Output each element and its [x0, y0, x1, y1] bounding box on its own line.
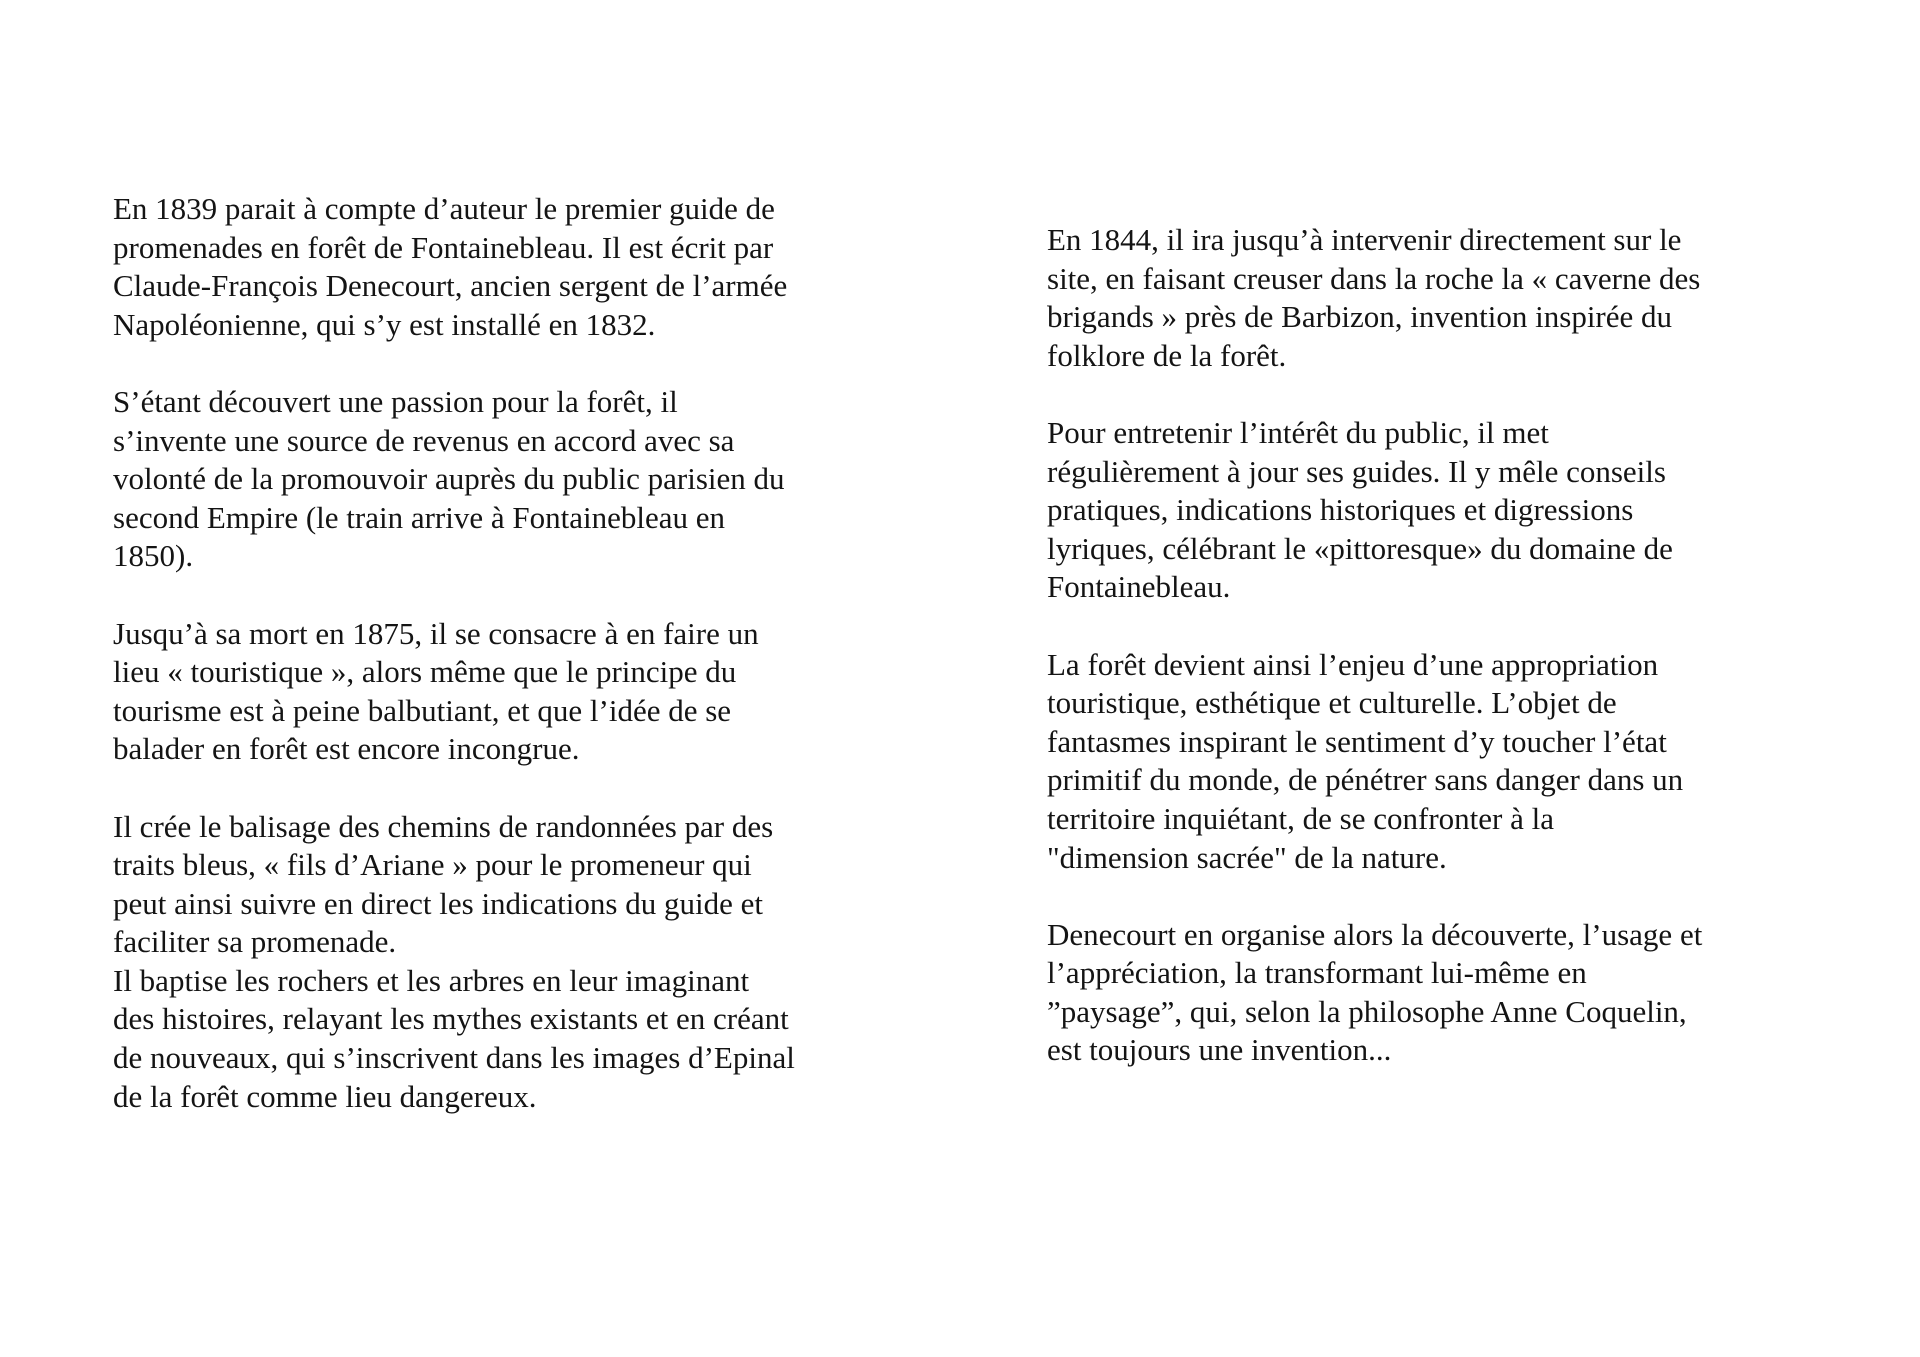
paragraph-brigands-cavern: En 1844, il ira jusqu’à intervenir directement sur le site, en faisant creuser dans la roche la « caverne des brigands » près de Barbizon, invention inspirée du folklore de la forêt. — [1047, 222, 1701, 373]
paragraph-guide-updates: Pour entretenir l’intérêt du public, il met régulièrement à jour ses guides. Il y mêle conseils pratiques, indications historiques et digressions lyriques, célébrant le «pittoresque» du domaine de Fontainebleau. — [1047, 414, 1673, 605]
paragraph-trail-marking: Il crée le balisage des chemins de randonnées par des traits bleus, « fils d’Ariane » pour le promeneur qui peut ainsi suivre en direct les indications du guide et faciliter sa promenade. — [113, 808, 774, 960]
paragraph-first-guide-1839: En 1839 parait à compte d’auteur le premier guide de promenades en forêt de Fontainebleau. Il est écrit par Claude-François Denecourt, ancien sergent de l’armée Napoléonienne, qui s’y est installé en 1832. — [113, 191, 788, 342]
paragraph-landscape-invention: Denecourt en organise alors la découverte, l’usage et l’appréciation, la transformant lui-même en ”paysage”, qui, selon la philosophe Anne Coquelin, est toujours une invention... — [1047, 916, 1703, 1068]
paragraph-passion-forest: S’étant découvert une passion pour la forêt, il s’invente une source de revenus en accord avec sa volonté de la promouvoir auprès du public parisien du second Empire (le train arrive à Fontainebleau en 1850). — [113, 383, 785, 574]
paragraph-forest-appropriation: La forêt devient ainsi l’enjeu d’une appropriation touristique, esthétique et culturelle. L’objet de fantasmes inspirant le sentiment d’y toucher l’état primitif du monde, de pénétrer sans danger dans un territoire inquiétant, de se confronter à la "dimension sacrée" de la nature. — [1047, 646, 1684, 875]
paragraph-touristic-place: Jusqu’à sa mort en 1875, il se consacre à en faire un lieu « touristique », alors même que le principe du tourisme est à peine balbutiant, et que l’idée de se balader en forêt est encore incongrue. — [113, 615, 759, 767]
paragraph-rocks-and-trees: Il baptise les rochers et les arbres en leur imaginant des histoires, relayant les mythes existants et en créant de nouveaux, qui s’inscrivent dans les images d’Epinal de la forêt comme lieu dangereux. — [113, 962, 795, 1114]
right-text-column — [1047, 221, 1847, 1109]
left-text-column — [113, 190, 913, 1155]
